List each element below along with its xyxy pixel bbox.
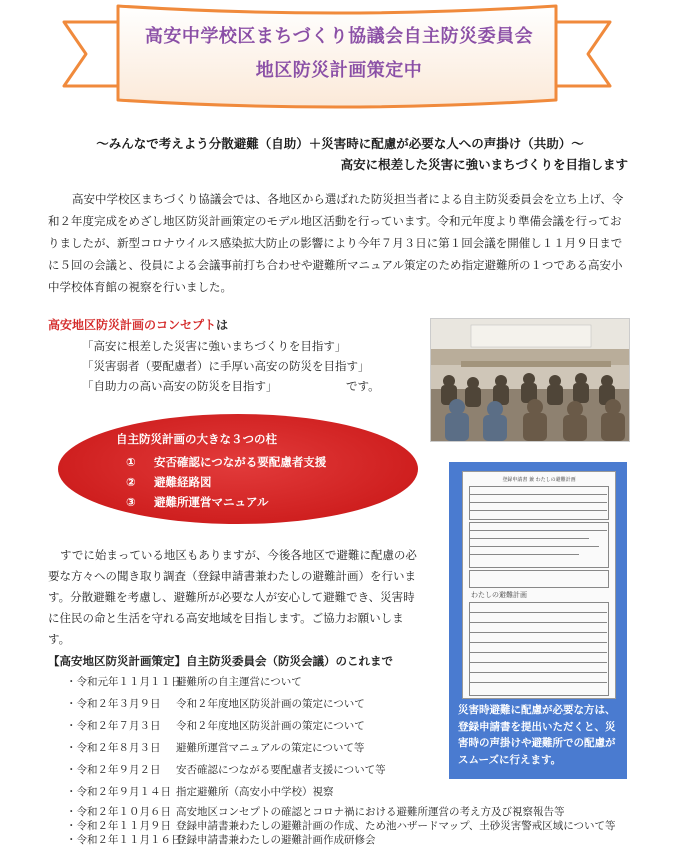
form-box xyxy=(469,486,609,520)
banner-title-line2: 地区防災計画策定中 xyxy=(255,60,423,81)
timeline-text: 指定避難所（高安小中学校）視察 xyxy=(176,786,334,798)
concept-heading xyxy=(48,316,228,333)
timeline-date: ・令和２年１１月９日 xyxy=(66,820,171,832)
timeline-date: ・令和２年１０月６日 xyxy=(66,806,171,818)
timeline-text: 令和２年度地区防災計画の策定について xyxy=(176,698,365,710)
timeline-date: ・令和２年７月３日 xyxy=(66,720,161,732)
subtitle-line2: 高安に根差した災害に強いまちづくりを目指します xyxy=(340,157,628,172)
pillar-item xyxy=(126,474,212,490)
pillar-text: 安否確認につながる要配慮者支援 xyxy=(154,455,327,469)
timeline-text: 避難所運営マニュアルの策定について等 xyxy=(176,742,365,754)
form-line xyxy=(469,632,607,633)
timeline-date: ・令和２年１１月１６日 xyxy=(66,834,182,846)
timeline-text: 登録申請書兼わたしの避難計画の作成、ため池ハザードマップ、土砂災害警戒区域について等 xyxy=(176,820,616,832)
form-line xyxy=(469,622,607,623)
pillar-text: 避難経路図 xyxy=(154,475,212,489)
form-line xyxy=(469,546,599,547)
timeline-date: ・令和元年１１月１１日 xyxy=(66,676,182,688)
form-line xyxy=(469,612,607,613)
timeline-text: 避難所の自主運営について xyxy=(176,676,302,688)
concept-heading-red: 高安地区防災計画のコンセプト xyxy=(48,318,217,332)
form-line xyxy=(469,494,607,495)
timeline-date: ・令和２年８月３日 xyxy=(66,742,161,754)
subtitle-line1: ～みんなで考えよう分散避難（自助）＋災害時に配慮が必要な人への声掛け（共助）～ xyxy=(96,136,584,151)
pillar-num: ① xyxy=(126,455,136,469)
form-box xyxy=(469,522,609,568)
form-line xyxy=(469,538,589,539)
concept-item: 「災害弱者（要配慮者）に手厚い高安の防災を目指す」 xyxy=(82,359,370,373)
intro-paragraph: 高安中学校区まちづくり協議会では、各地区から選ばれた防災担当者による自主防災委員会を立ち上げ、令和２年度完成をめざし地区防災計画策定のモデル地区活動を行っています。令和元年度より準備会議を行っておりましたが、新型コロナウイルス感染拡大防止の影響により今年７月３日に第１回会議を開催し１１月９日までに５回の会議と、役員による会議事前打ち合わせや避難所マニュアル策定のため指定避難所の１つである高安小中学校体育館の視察を行いました。 xyxy=(48,192,624,294)
timeline-date: ・令和２年９月１４日 xyxy=(66,786,171,798)
pillar-item xyxy=(126,454,326,470)
timeline-text: 高安地区コンセプトの確認とコロナ禍における避難所運営の考え方及び視察報告等 xyxy=(176,806,565,818)
form-sheet-section: わたしの避難計画 xyxy=(471,591,527,599)
form-sheet-title: 登録申請書 兼 わたしの避難計画 xyxy=(502,477,576,483)
pillar-item xyxy=(126,494,269,510)
pillar-num: ② xyxy=(126,475,136,489)
timeline-heading: 【高安地区防災計画策定】自主防災委員会（防災会議）のこれまで xyxy=(48,654,393,668)
pillar-num: ③ xyxy=(126,495,136,509)
timeline-text: 登録申請書兼わたしの避難計画作成研修会 xyxy=(176,834,376,846)
concept-item: 「高安に根差した災害に強いまちづくりを目指す」 xyxy=(82,339,347,353)
form-line xyxy=(469,510,607,511)
form-sheet-image xyxy=(462,471,616,699)
form-line xyxy=(469,682,607,683)
concept-suffix: です。 xyxy=(346,379,380,393)
concept-heading-tail: は xyxy=(216,318,229,332)
pillar-text: 避難所運営マニュアル xyxy=(154,495,269,509)
timeline-date: ・令和２年３月９日 xyxy=(66,698,161,710)
form-line xyxy=(469,642,607,643)
form-line xyxy=(469,662,607,663)
timeline-text: 令和２年度地区防災計画の策定について xyxy=(176,720,365,732)
banner-title-line1: 高安中学校区まちづくり協議会自主防災委員会 xyxy=(144,26,534,47)
meeting-photo xyxy=(430,318,630,442)
concept-item: 「自助力の高い高安の防災を目指す」 xyxy=(82,379,278,393)
form-caption: 災害時避難に配慮が必要な方は、登録申請書を提出いただくと、災害時の声掛けや避難所での配慮がスムーズに行えます。 xyxy=(458,704,616,766)
form-line xyxy=(469,652,607,653)
form-line xyxy=(469,672,607,673)
timeline-date: ・令和２年９月２日 xyxy=(66,764,161,776)
body-paragraph: すでに始まっている地区もありますが、今後各地区で避難に配慮の必要な方々への聞き取り調査（登録申請書兼わたしの避難計画）を行います。分散避難を考慮し、避難所が必要な人が安心して避難でき、災害時に住民の命と生活を守れる高安地域を目指します。ご協力お願いします。 xyxy=(48,548,417,646)
form-box xyxy=(469,570,609,588)
form-line xyxy=(469,530,607,531)
form-line xyxy=(469,502,607,503)
pillars-title: 自主防災計画の大きな３つの柱 xyxy=(116,432,277,446)
form-line xyxy=(469,554,579,555)
timeline-text: 安否確認につながる要配慮者支援について等 xyxy=(176,764,386,776)
